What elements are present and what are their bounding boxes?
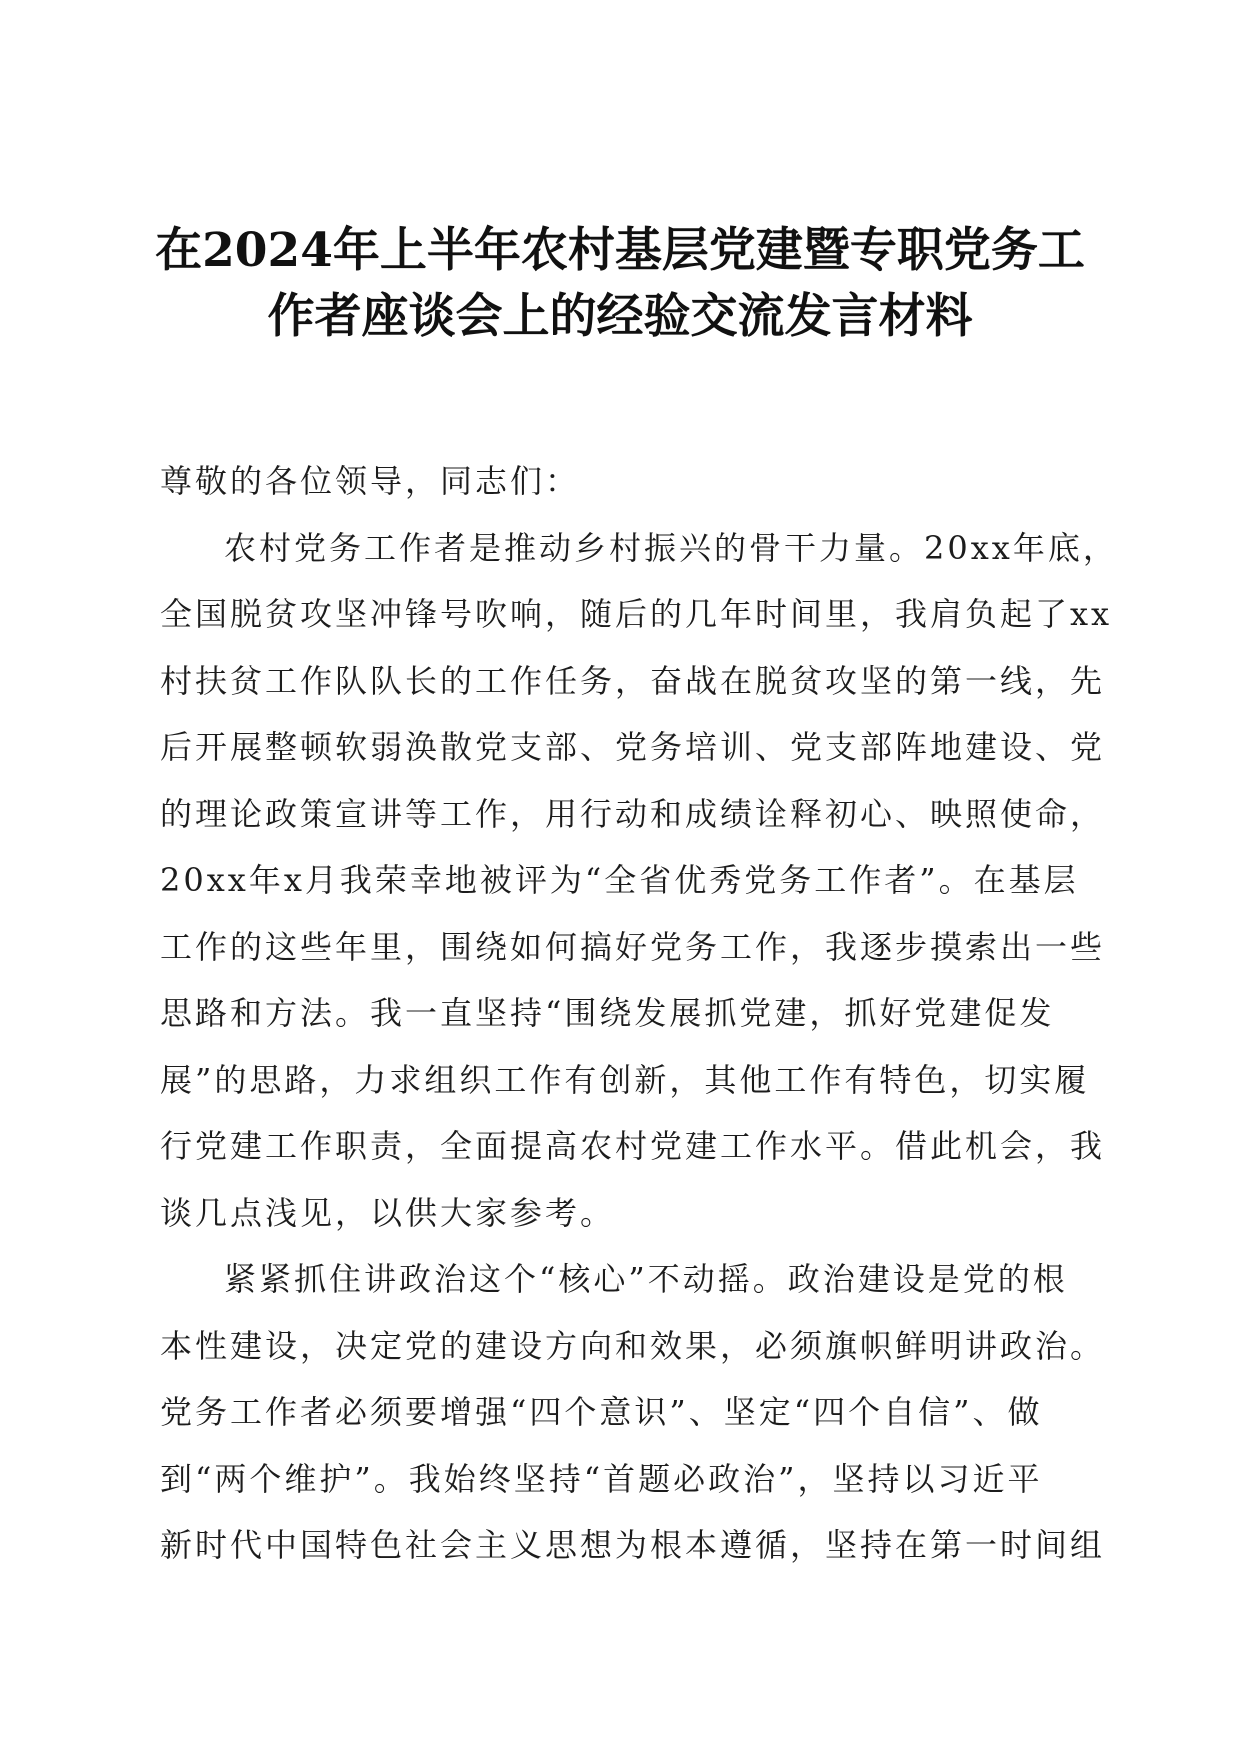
paragraph-line: 后开展整顿软弱涣散党支部、党务培训、党支部阵地建设、党 <box>160 728 1106 766</box>
paragraph-line: 行党建工作职责，全面提高农村党建工作水平。借此机会，我 <box>160 1127 1106 1165</box>
paragraph-line: 的理论政策宣讲等工作，用行动和成绩诠释初心、映照使命， <box>160 794 1106 833</box>
paragraph-line: 思路和方法。我一直坚持“围绕发展抓党建，抓好党建促发 <box>160 994 1055 1032</box>
paragraph-line: 谈几点浅见，以供大家参考。 <box>160 1193 616 1232</box>
paragraph-line: 全国脱贫攻坚冲锋号吹响，随后的几年时间里，我肩负起了xx <box>160 595 1113 633</box>
paragraph-line: 20xx年x月我荣幸地被评为“全省优秀党务工作者”。在基层 <box>160 861 1079 899</box>
document-body <box>160 448 1118 1579</box>
paragraph-line: 村扶贫工作队队长的工作任务，奋战在脱贫攻坚的第一线，先 <box>160 661 1106 700</box>
salutation: 尊敬的各位领导，同志们： <box>160 462 581 500</box>
paragraph-line: 农村党务工作者是推动乡村振兴的骨干力量。20xx年底， <box>224 528 1118 567</box>
paragraph-2 <box>160 1246 1106 1579</box>
document-title <box>140 218 1100 350</box>
paragraph-1 <box>160 515 1118 1247</box>
title-line-1: 在2024年上半年农村基层党建暨专职党务工 <box>155 223 1085 278</box>
paragraph-line: 新时代中国特色社会主义思想为根本遵循，坚持在第一时间组 <box>160 1526 1106 1564</box>
paragraph-line: 党务工作者必须要增强“四个意识”、坚定“四个自信”、做 <box>160 1393 1043 1431</box>
paragraph-line: 本性建设，决定党的建设方向和效果，必须旗帜鲜明讲政治。 <box>160 1326 1106 1365</box>
title-line-2: 作者座谈会上的经验交流发言材料 <box>267 289 973 344</box>
paragraph-line: 工作的这些年里，围绕如何搞好党务工作，我逐步摸索出一些 <box>160 927 1106 966</box>
paragraph-line: 紧紧抓住讲政治这个“核心”不动摇。政治建设是党的根 <box>224 1260 1068 1298</box>
paragraph-line: 展”的思路，力求组织工作有创新，其他工作有特色，切实履 <box>160 1060 1090 1099</box>
paragraph-line: 到“两个维护”。我始终坚持“首题必政治”，坚持以习近平 <box>160 1459 1043 1498</box>
